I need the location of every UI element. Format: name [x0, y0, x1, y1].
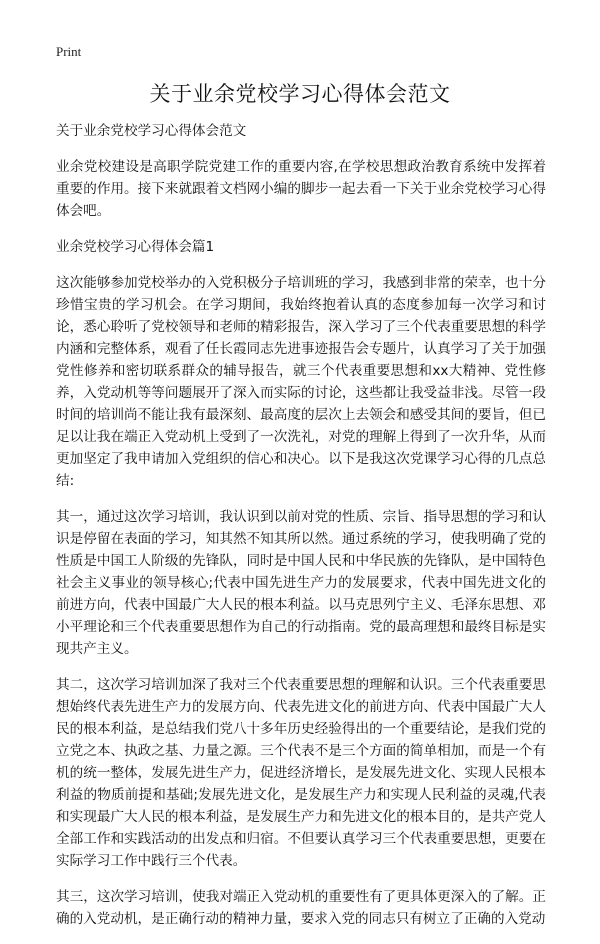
section-heading: 业余党校学习心得体会篇1 [56, 239, 215, 255]
body-paragraph: 其三，这次学习培训，使我对端正入党动机的重要性有了更具体更深入的了解。正确的入党动机，是正确行动的精神力量，要求入党的同志只有树立了正确的入党动 [56, 889, 546, 927]
document-title: 关于业余党校学习心得体会范文 [149, 82, 451, 106]
body-paragraph: 其一，通过这次学习培训，我认识到以前对党的性质、宗旨、指导思想的学习和认识是停留在表面的学习，知其然不知其所以然。通过系统的学习，使我明确了党的性质是中国工人阶级的先锋队，同时是中国人民和中华民族的先锋队，是中国特色社会主义事业的领导核心;代表中国先进生产力的发展要求，代表中国先进文化的前进方向，代表中国最广大人民的根本利益。以马克思列宁主义、毛泽东思想、邓小平理论和三个代表重要思想作为自己的行动指南。党的最高理想和最终目标是实现共产主义。 [56, 509, 546, 657]
intro-paragraph: 业余党校建设是高职学院党建工作的重要内容,在学校思想政治教育系统中发挥着重要的作用。接下来就跟着文档网小编的脚步一起去看一下关于业余党校学习心得体会吧。 [56, 159, 546, 219]
body-paragraph: 这次能够参加党校举办的入党积极分子培训班的学习，我感到非常的荣幸，也十分珍惜宝贵的学习机会。在学习期间，我始终抱着认真的态度参加每一次学习和讨论，悉心聆听了党校领导和老师的精彩报告，深入学习了三个代表重要思想的科学内涵和完整体系，观看了任长霞同志先进事迹报告会专题片，认真学习了关于加强党性修养和密切联系群众的辅导报告，就三个代表重要思想和xx大精神、党性修养，入党动机等等问题展开了深入而实际的讨论，这些都让我受益非浅。尽管一段时间的培训尚不能让我有最深刻、最高度的层次上去领会和感受其间的要旨，但已足以让我在端正入党动机上受到了一次洗礼，对党的理解上得到了一次升华，从而更加坚定了我申请加入党组织的信心和决心。以下是我这次党课学习心得的几点总结: [56, 275, 546, 489]
print-link[interactable]: Print [56, 44, 82, 59]
document-subtitle: 关于业余党校学习心得体会范文 [56, 123, 247, 139]
body-paragraph: 其二，这次学习培训加深了我对三个代表重要思想的理解和认识。三个代表重要思想始终代表先进生产力的发展方向、代表先进文化的前进方向、代表中国最广大人民的根本利益，是总结我们党八十多年历史经验得出的一个重要结论，是我们党的立党之本、执政之基、力量之源。三个代表不是三个方面的简单相加，而是一个有机的统一整体，发展先进生产力，促进经济增长，是发展先进文化、实现人民根本利益的物质前提和基础;发展先进文化，是发展生产力和实现人民利益的灵魂,代表和实现最广大人民的根本利益，是发展生产力和先进文化的根本目的，是共产党人全部工作和实践活动的出发点和归宿。不但要认真学习三个代表重要思想，更要在实际学习工作中践行三个代表。 [56, 677, 546, 869]
document-body [56, 120, 546, 944]
